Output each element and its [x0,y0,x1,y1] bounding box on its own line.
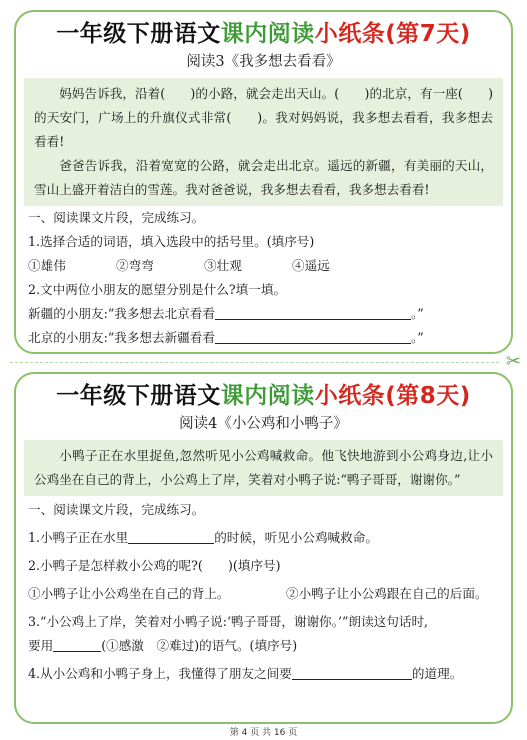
title-reading: 课内阅读 [220,21,315,47]
title-reading: 课内阅读 [220,383,315,409]
title-note: 小纸条 [314,21,386,47]
question-1-options [28,254,499,278]
line-prefix: 北京的小朋友:“我多想去新疆看看 [28,330,215,345]
page-footer: 第 4 页 共 16 页 [229,728,298,738]
passage-paragraph: 小鸭子正在水里捉鱼,忽然听见小公鸡喊救命。他飞快地游到小公鸡身边,让小公鸡坐在自己的背上，小公鸡上了岸，笑着对小鸭子说:“鸭子哥哥，谢谢你。” [34,448,493,487]
answer-blank[interactable] [128,529,214,544]
title-day: (第8天) [385,383,471,409]
section-heading: 一、阅读课文片段，完成练习。 [28,210,205,225]
passage-paragraph: 妈妈告诉我，沿着( )的小路，就会走出天山。( )的北京，有一座( )的天安门，广场上的升旗仪式非常( )。我对妈妈说，我多想去看看，我多想去看看! [34,86,493,149]
reading-passage [24,440,503,496]
question-1 [28,526,499,550]
passage-paragraph: 爸爸告诉我，沿着宽宽的公路，就会走出北京。遥远的新疆，有美丽的天山，雪山上盛开着洁白的雪莲。我对爸爸说，我多想去看看，我多想去看看! [34,158,493,197]
line-prefix: 要用 [28,638,54,653]
card-day8 [14,372,513,724]
line-prefix: 新疆的小朋友:“我多想去北京看看 [28,306,215,321]
card-day7 [14,10,513,354]
line-suffix: (①感激 ②难过)的语气。(填序号) [101,638,298,653]
questions [16,498,511,686]
question-4 [28,662,499,686]
answer-blank[interactable] [292,665,412,680]
line-suffix: 的道理。 [411,666,463,681]
option-item: ②小鸭子让小公鸡跟在自己的后面。 [286,586,488,601]
question-2-line-1 [28,302,499,326]
line-prefix: 4.从小公鸡和小鸭子身上，我懂得了朋友之间要 [28,666,292,681]
line-suffix: 的时候，听见小公鸡喊救命。 [214,530,378,545]
option-item: ③壮观 [204,258,242,273]
question-2: 2.文中两位小朋友的愿望分别是什么?填一填。 [28,282,287,297]
question-3-line-2 [28,634,499,658]
question-3: 3.“小公鸡上了岸，笑着对小鸭子说:‘鸭子哥哥，谢谢你。’”朗读这句话时, [28,614,429,629]
scissors-icon: ✂ [505,351,521,372]
reading-passage [24,78,503,206]
question-2: 2.小鸭子是怎样救小公鸡的呢?( )(填序号) [28,558,281,573]
option-item: ④遥远 [292,258,330,273]
section-heading: 一、阅读课文片段，完成练习。 [28,502,205,517]
title-grade: 一年级下册语文 [56,21,221,47]
reading-subtitle: 阅读3《我多想去看看》 [186,54,341,70]
card-title [16,20,511,48]
question-1: 1.选择合适的词语，填入选段中的括号里。(填序号) [28,234,315,249]
question-2-options [28,582,499,606]
card-title [16,382,511,410]
cut-line [10,362,499,363]
question-2-line-2 [28,326,499,350]
title-note: 小纸条 [314,383,386,409]
line-suffix: 。” [411,306,424,321]
line-suffix: 。” [411,330,424,345]
title-day: (第7天) [385,21,471,47]
answer-blank[interactable] [215,329,411,344]
answer-blank[interactable] [215,305,411,320]
line-prefix: 1.小鸭子正在水里 [28,530,129,545]
option-item: ①雄伟 [28,258,66,273]
questions [16,206,511,350]
answer-blank[interactable] [53,637,101,652]
option-item: ①小鸭子让小公鸡坐在自己的背上。 [28,586,230,601]
reading-subtitle: 阅读4《小公鸡和小鸭子》 [179,416,348,432]
title-grade: 一年级下册语文 [56,383,221,409]
option-item: ②弯弯 [116,258,154,273]
